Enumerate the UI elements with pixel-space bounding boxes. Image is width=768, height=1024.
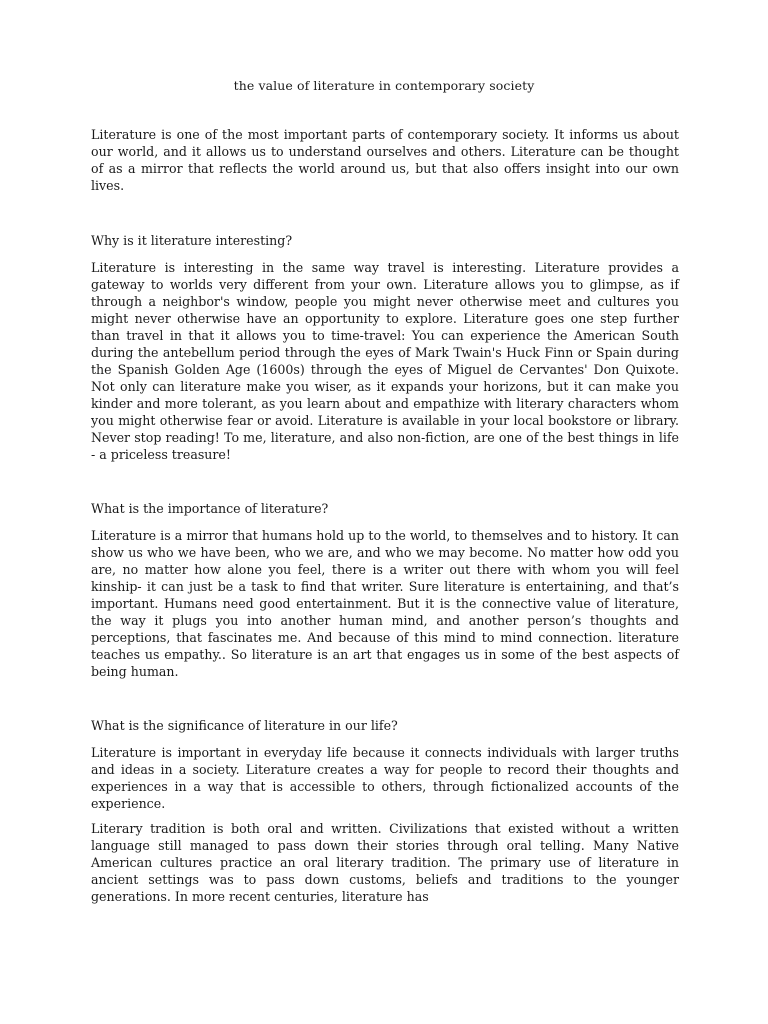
section-heading-importance: What is the importance of literature?	[91, 501, 329, 516]
document-title: the value of literature in contemporary society	[233, 78, 535, 93]
section-paragraph-significance-2: Literary tradition is both oral and written. Civilizations that existed without a written language still managed to pass down their stories through oral telling. Many Native American cultures practice an oral literary tradition. The primary use of literature in ancient settings was to pass down customs, beliefs and traditions to the younger generations. In more recent centuries, literature has	[91, 821, 679, 904]
intro-paragraph: Literature is one of the most important parts of contemporary society. It informs us about our world, and it allows us to understand ourselves and others. Literature can be thought of as a mirror that reflects the world around us, but that also offers insight into our own lives.	[91, 127, 679, 193]
section-heading-interesting: Why is it literature interesting?	[91, 233, 293, 248]
section-paragraph-significance-1: Literature is important in everyday life because it connects individuals with larger truths and ideas in a society. Literature creates a way for people to record their thoughts and experiences in a way that is accessible to others, through fictionalized accounts of the experience.	[91, 745, 679, 811]
section-paragraph-importance: Literature is a mirror that humans hold up to the world, to themselves and to history. It can show us who we have been, who we are, and who we may become. No matter how odd you are, no matter how alone you feel, there is a writer out there with whom you will feel kinship- it can just be a task to find that writer. Sure literature is entertaining, and that’s important. Humans need good entertainment. But it is the connective value of literature, the way it plugs you into another human mind, and another person’s thoughts and perceptions, that fascinates me. And because of this mind to mind connection. literature teaches us empathy.. So literature is an art that engages us in some of the best aspects of being human.	[91, 528, 679, 679]
section-paragraph-interesting: Literature is interesting in the same way travel is interesting. Literature provides a gateway to worlds very different from your own. Literature allows you to glimpse, as if through a neighbor's window, people you might never otherwise meet and cultures you might never otherwise have an opportunity to explore. Literature goes one step further than travel in that it allows you to time-travel: You can experience the American South during the antebellum period through the eyes of Mark Twain's Huck Finn or Spain during the Spanish Golden Age (1600s) through the eyes of Miguel de Cervantes' Don Quixote. Not only can literature make you wiser, as it expands your horizons, but it can make you kinder and more tolerant, as you learn about and empathize with literary characters whom you might otherwise fear or avoid. Literature is available in your local bookstore or library. Never stop reading! To me, literature, and also non-fiction, are one of the best things in life - a priceless treasure!	[91, 260, 679, 462]
section-heading-significance: What is the significance of literature in our life?	[91, 718, 398, 733]
document-body	[91, 126, 679, 905]
